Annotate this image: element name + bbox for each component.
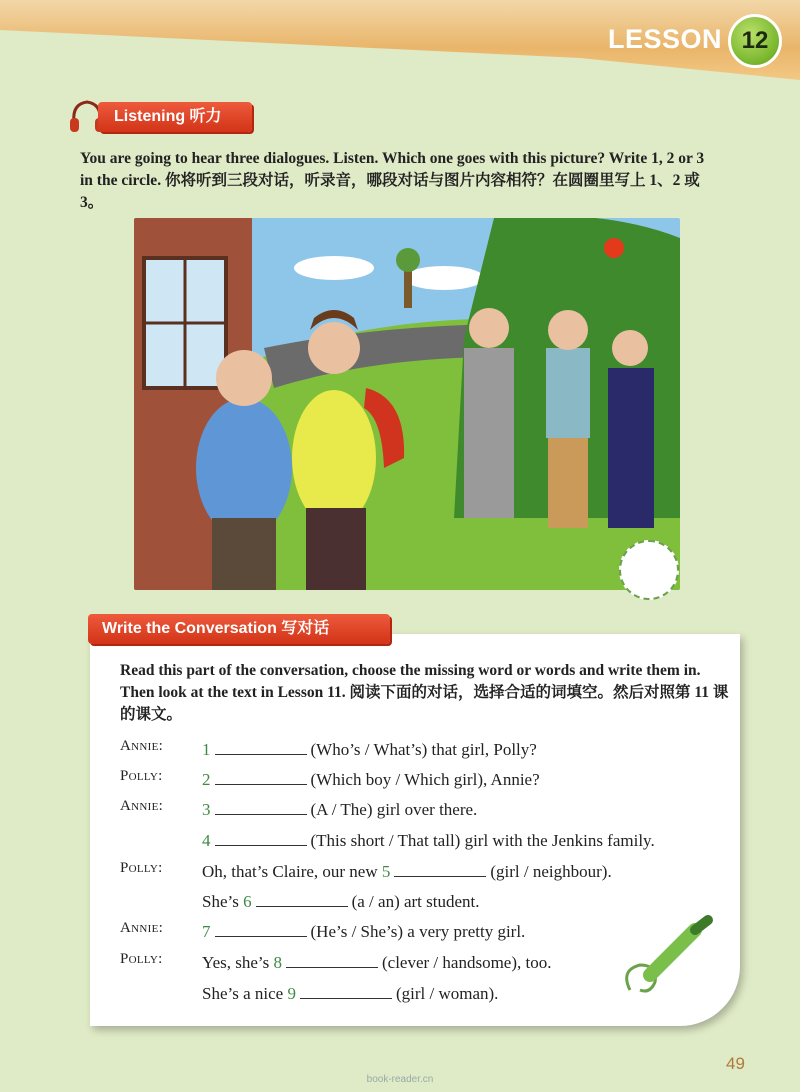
speaker-name: Polly: [120, 860, 163, 876]
answer-circle[interactable] [619, 540, 679, 600]
speaker-name: Polly: [120, 951, 163, 967]
write-instruction: Read this part of the conversation, choose the missing word or words and write them in. Then look at the text in Lesson 11. 阅读下面的对话，选择合适的词填空。然后对照第 11 课的课文。 [120, 662, 729, 723]
blank-number: 4 [202, 831, 211, 850]
answer-blank[interactable] [215, 920, 307, 937]
blank-number: 7 [202, 922, 211, 941]
answer-blank[interactable] [215, 798, 307, 815]
blank-number: 2 [202, 770, 211, 789]
answer-blank[interactable] [300, 982, 392, 999]
blank-number: 1 [202, 740, 211, 759]
answer-blank[interactable] [215, 768, 307, 785]
speaker-name: Annie: [120, 798, 164, 814]
speaker-name: Annie: [120, 738, 164, 754]
pencil-swirl-icon [600, 910, 730, 1020]
watermark: book-reader.cn [366, 1074, 434, 1085]
lesson-number-badge: 12 [728, 14, 782, 68]
listening-instruction: You are going to hear three dialogues. Listen. Which one goes with this picture? Write 1, 2 or 3 in the circle. 你将听到三段对话，听录音，哪段对话与图片内容相符？在圆圈里写上 1、2 或 3。 [80, 150, 705, 211]
blank-number: 3 [202, 800, 211, 819]
blank-number: 9 [287, 984, 296, 1003]
blank-number: 5 [381, 862, 391, 881]
answer-blank[interactable] [286, 951, 378, 968]
answer-blank[interactable] [256, 890, 348, 907]
speaker-name: Annie: [120, 920, 164, 936]
listening-section-title: Listening 听力 [98, 102, 252, 132]
answer-blank[interactable] [215, 738, 307, 755]
blank-number: 8 [273, 953, 282, 972]
lesson-label: LESSON [608, 24, 723, 54]
speaker-name: Polly: [120, 768, 163, 784]
blank-number: 6 [243, 892, 252, 911]
answer-blank[interactable] [215, 829, 307, 846]
answer-blank[interactable] [394, 860, 486, 877]
write-section-title: Write the Conversation 写对话 [88, 614, 390, 644]
illustration-people-talking [134, 218, 680, 590]
page-number: 49 [726, 1054, 745, 1073]
